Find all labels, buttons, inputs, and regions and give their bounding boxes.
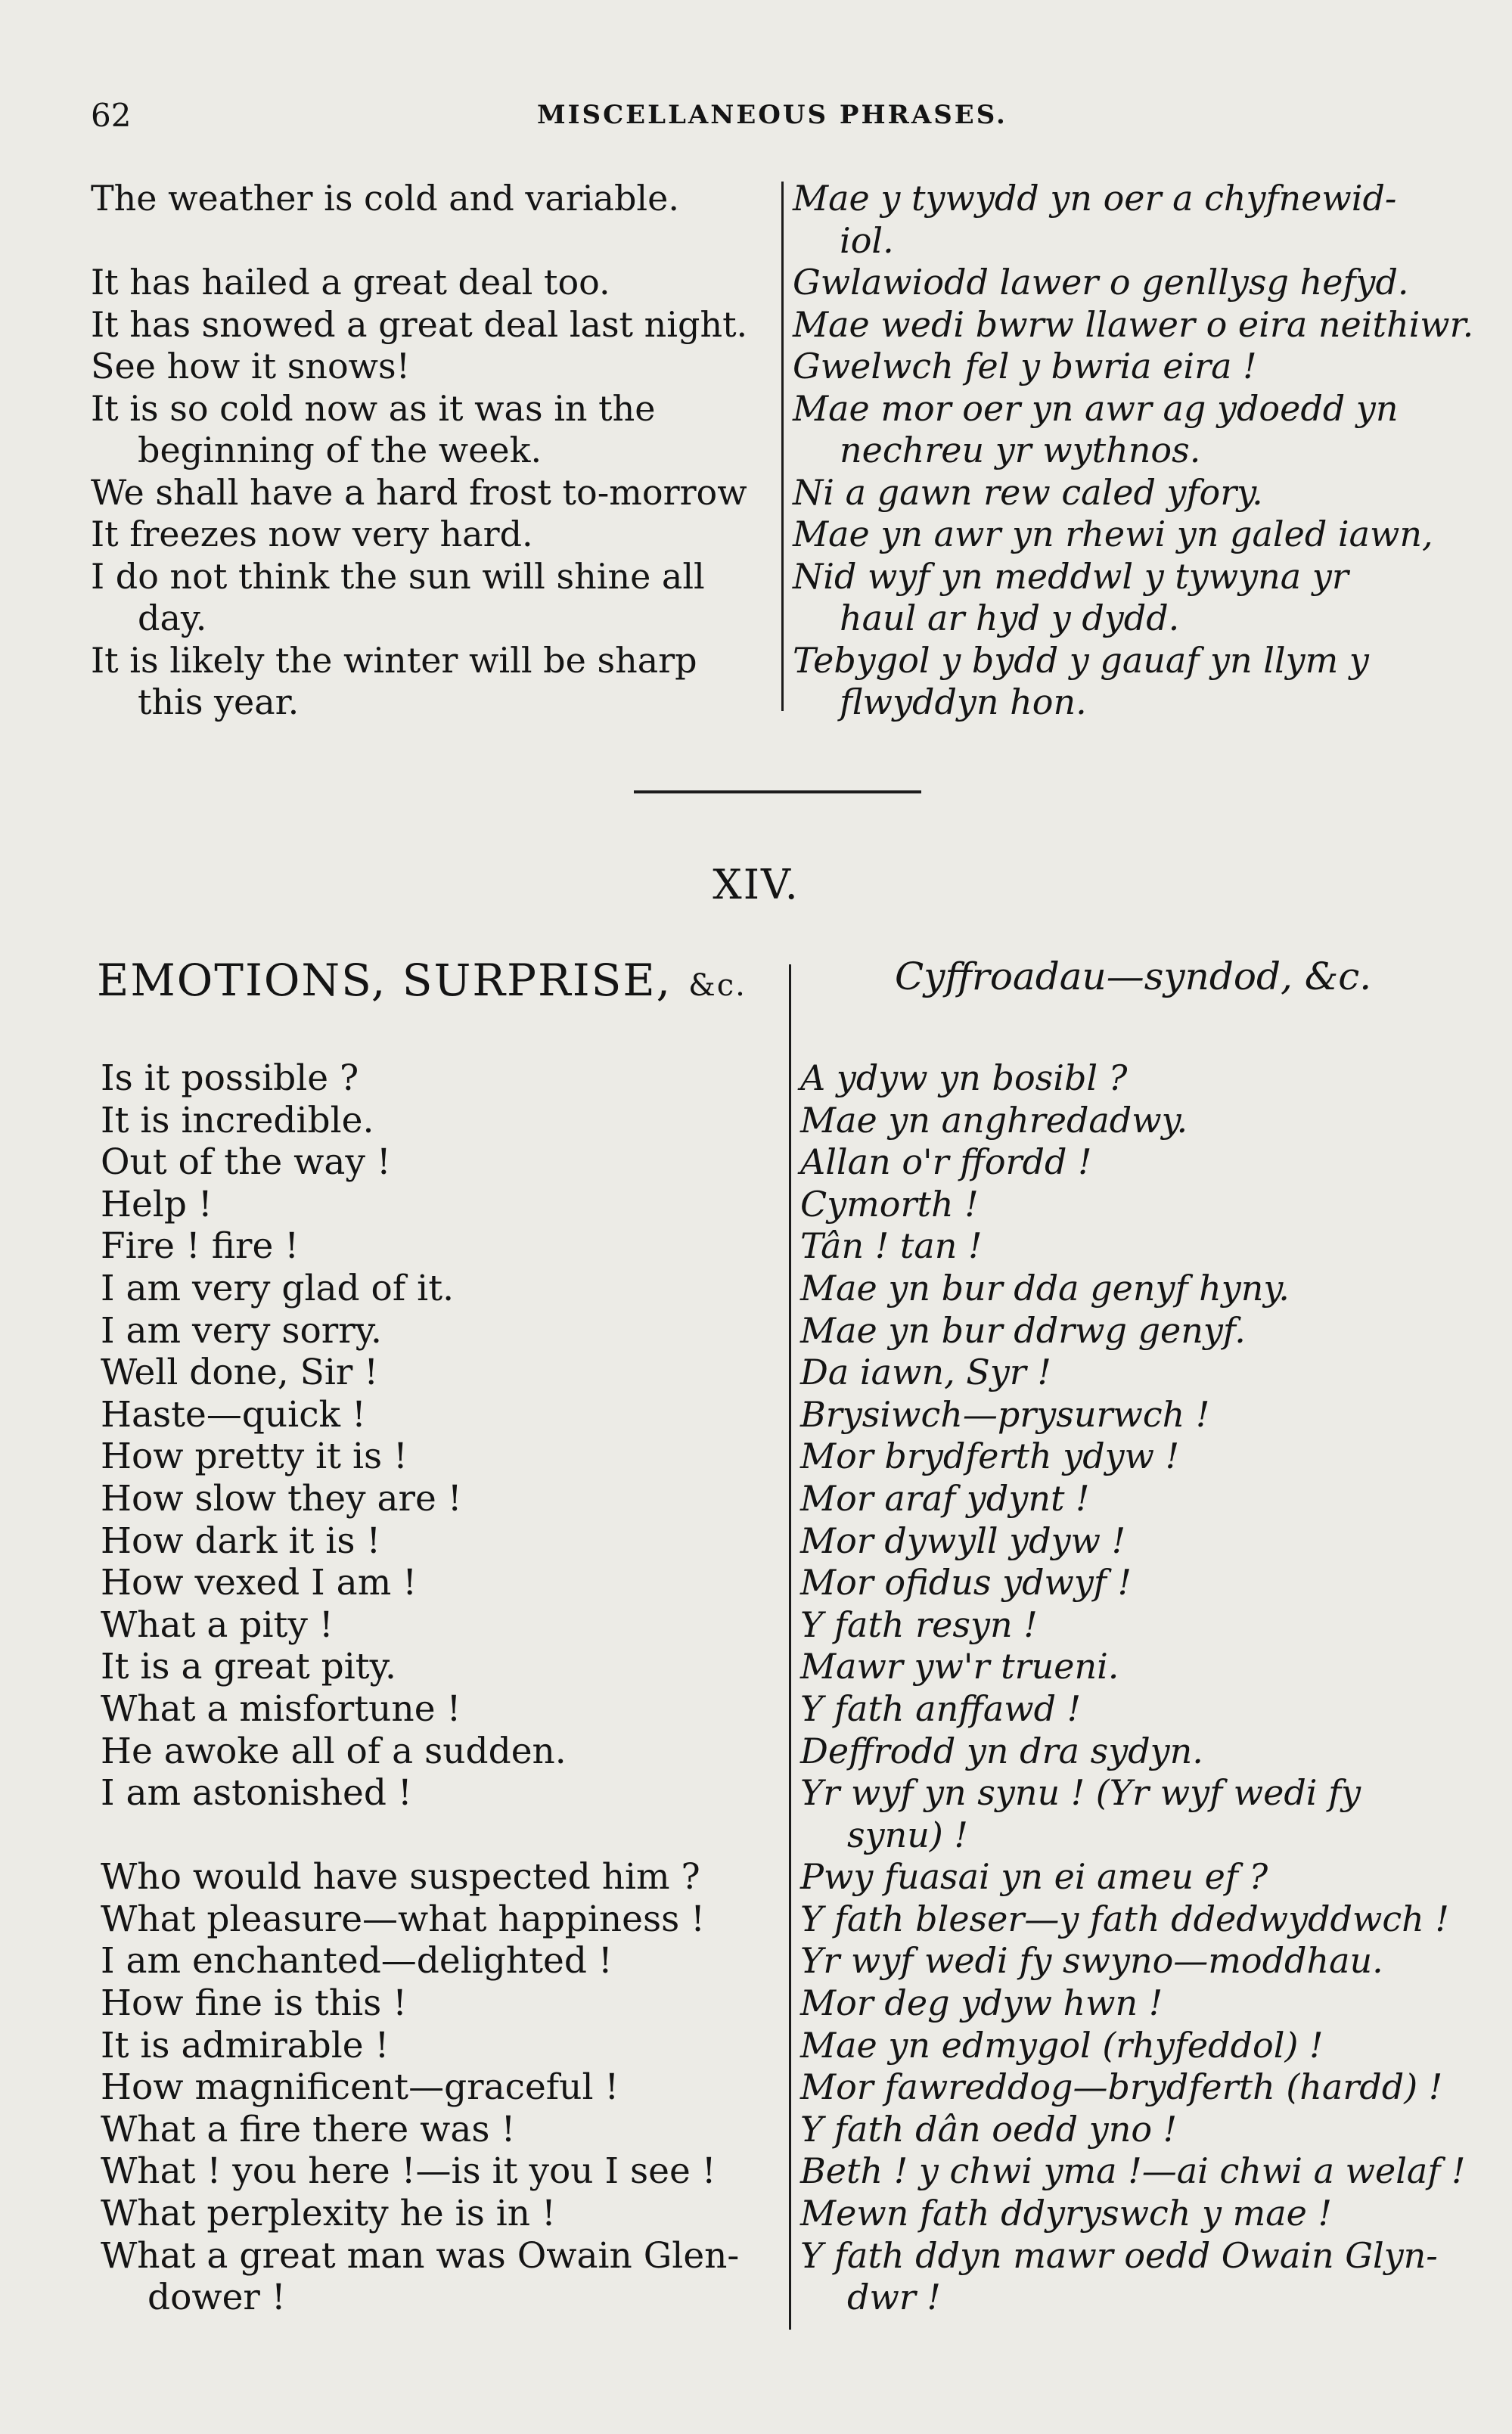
phrase-line-welsh: dwr ! — [847, 2277, 941, 2318]
phrase-line-english: How vexed I am ! — [101, 1562, 418, 1604]
phrase-line-welsh: nechreu yr wythnos. — [840, 430, 1201, 470]
phrase-line-welsh: Y fath ddyn mawr oedd Owain Glyn- — [800, 2234, 1438, 2276]
phrase-line-english: It is a great pity. — [101, 1646, 396, 1688]
phrase-line-welsh: Mae yn awr yn rhewi yn galed iawn, — [793, 514, 1433, 554]
phrase-line-welsh: Cymorth ! — [800, 1183, 979, 1225]
phrase-line-english: I am very sorry. — [101, 1309, 382, 1352]
phrase-line-welsh: Mae yn bur dda genyf hyny. — [800, 1267, 1290, 1309]
section-heading-welsh: Cyffroadau—syndod, &c. — [895, 955, 1372, 998]
phrase-line-welsh: Ni a gawn rew caled yfory. — [793, 471, 1263, 513]
phrase-line-english: It is likely the winter will be sharp — [91, 639, 697, 681]
phrase-line-welsh: synu) ! — [847, 1814, 968, 1855]
phrase-line-english: What a great man was Owain Glen- — [101, 2234, 740, 2277]
phrase-line-welsh: iol. — [840, 219, 894, 261]
phrase-line-welsh: Y fath anffawd ! — [800, 1687, 1082, 1729]
phrase-line-english: How magnificent—graceful ! — [101, 2066, 619, 2109]
phrase-line-english: What a pity ! — [101, 1604, 334, 1646]
phrase-line-english: What pleasure—what happiness ! — [101, 1898, 706, 1940]
phrase-line-english: I am enchanted—delighted ! — [101, 1940, 613, 1982]
phrase-line-welsh: Mor fawreddog—brydferth (hardd) ! — [800, 2066, 1443, 2108]
page-number: 62 — [91, 97, 132, 134]
phrase-line-welsh: Mor brydferth ydyw ! — [800, 1436, 1180, 1477]
phrase-line-welsh: Yr wyf yn synu ! (Yr wyf wedi fy — [800, 1772, 1361, 1814]
section-rule — [634, 790, 921, 793]
phrase-line-welsh: Mor araf ydynt ! — [800, 1477, 1090, 1519]
phrase-line-english: It is so cold now as it was in the — [91, 387, 656, 429]
phrase-line-english: See how it snows! — [91, 346, 411, 387]
weather-phrases-english — [91, 178, 772, 724]
phrase-line-english: Is it possible ? — [101, 1057, 359, 1099]
phrase-line-welsh: Da iawn, Syr ! — [800, 1352, 1051, 1393]
weather-phrases-welsh — [793, 178, 1473, 724]
phrase-line-english: It freezes now very hard. — [91, 514, 533, 555]
phrase-line-welsh: flwyddyn hon. — [840, 681, 1087, 722]
phrase-line-welsh: Tân ! tan ! — [800, 1225, 983, 1267]
phrase-line-welsh: Gwlawiodd lawer o genllysg hefyd. — [793, 262, 1409, 303]
phrase-line-english: What perplexity he is in ! — [101, 2193, 556, 2235]
running-title: MISCELLANEOUS PHRASES. — [537, 100, 1007, 130]
phrase-line-welsh: Y fath resyn ! — [800, 1604, 1038, 1645]
phrase-line-welsh: Mae yn edmygol (rhyfeddol) ! — [800, 2024, 1324, 2066]
phrase-line-english: How fine is this ! — [101, 1982, 408, 2025]
phrase-line-welsh: Allan o'r ffordd ! — [800, 1141, 1092, 1183]
phrase-line-english: dower ! — [147, 2277, 286, 2319]
phrase-line-welsh: Mae yn bur ddrwg genyf. — [800, 1309, 1246, 1351]
phrase-line-welsh: Mae y tywydd yn oer a chyfnewid- — [793, 178, 1397, 219]
blank-line — [91, 220, 772, 262]
phrase-line-welsh: Mawr yw'r trueni. — [800, 1646, 1119, 1687]
phrase-line-welsh: Mor deg ydyw hwn ! — [800, 1982, 1163, 2024]
phrase-line-english: It is incredible. — [101, 1099, 374, 1141]
phrase-line-english: How pretty it is ! — [101, 1436, 408, 1478]
phrase-line-welsh: Nid wyf yn meddwl y tywyna yr — [793, 555, 1349, 597]
phrase-line-english: Out of the way ! — [101, 1141, 391, 1184]
phrase-line-welsh: Yr wyf wedi fy swyno—moddhau. — [800, 1940, 1383, 1982]
section-number: XIV. — [713, 861, 799, 908]
phrase-line-english: He awoke all of a sudden. — [101, 1730, 567, 1772]
phrase-line-welsh: Mae wedi bwrw llawer o eira neithiwr. — [793, 303, 1474, 345]
phrase-line-welsh: A ydyw yn bosibl ? — [800, 1057, 1128, 1098]
phrase-line-english: It has hailed a great deal too. — [91, 262, 610, 303]
phrase-line-english: How dark it is ! — [101, 1520, 381, 1562]
phrase-line-welsh: Mae yn anghredadwy. — [800, 1099, 1188, 1141]
heading-english-text: EMOTIONS, SURPRISE, — [97, 955, 672, 1006]
blank-line — [101, 1815, 781, 1857]
phrase-line-welsh: Mewn fath ddyryswch y mae ! — [800, 2193, 1332, 2234]
phrase-line-welsh: Tebygol y bydd y gauaf yn llym y — [793, 639, 1369, 681]
phrase-line-english: Who would have suspected him ? — [101, 1856, 700, 1898]
phrase-line-english: I am very glad of it. — [101, 1267, 455, 1309]
phrase-line-english: How slow they are ! — [101, 1477, 462, 1520]
column-divider — [789, 964, 791, 2330]
phrase-line-welsh: haul ar hyd y dydd. — [840, 598, 1180, 638]
phrase-line-english: beginning of the week. — [138, 430, 542, 471]
phrase-line-welsh: Y fath bleser—y fath ddedwyddwch ! — [800, 1898, 1449, 1939]
phrase-line-welsh: Y fath dân oedd yno ! — [800, 2108, 1178, 2150]
phrase-line-english: It is admirable ! — [101, 2024, 390, 2066]
phrase-line-welsh: Brysiwch—prysurwch ! — [800, 1393, 1210, 1435]
phrase-line-english: The weather is cold and variable. — [91, 178, 679, 219]
phrase-line-welsh: Mae mor oer yn awr ag ydoedd yn — [793, 387, 1399, 429]
section-heading-english — [97, 955, 747, 1006]
heading-english-etc: &c. — [688, 968, 747, 1003]
emotion-phrases-welsh — [800, 1057, 1489, 2319]
phrase-line-english: Fire ! fire ! — [101, 1225, 300, 1268]
phrase-line-english: What a misfortune ! — [101, 1687, 461, 1730]
column-divider — [781, 182, 784, 711]
phrase-line-english: I do not think the sun will shine all — [91, 555, 705, 597]
phrase-line-welsh: Mor ofidus ydwyf ! — [800, 1562, 1132, 1604]
phrase-line-english: this year. — [138, 681, 300, 723]
phrase-line-welsh: Deffrodd yn dra sydyn. — [800, 1730, 1203, 1771]
phrase-line-english: What ! you here !—is it you I see ! — [101, 2150, 716, 2193]
phrase-line-welsh: Gwelwch fel y bwria eira ! — [793, 346, 1257, 387]
phrase-line-english: We shall have a hard frost to-morrow — [91, 471, 747, 513]
phrase-line-english: Haste—quick ! — [101, 1393, 366, 1436]
phrase-line-english: I am astonished ! — [101, 1772, 412, 1815]
phrase-line-welsh: Mor dywyll ydyw ! — [800, 1520, 1126, 1561]
phrase-line-english: Well done, Sir ! — [101, 1352, 379, 1394]
phrase-line-welsh: Pwy fuasai yn ei ameu ef ? — [800, 1856, 1268, 1898]
phrase-line-english: What a fire there was ! — [101, 2108, 516, 2150]
phrase-line-english: day. — [138, 598, 207, 639]
phrase-line-welsh: Beth ! y chwi yma !—ai chwi a welaf ! — [800, 2150, 1466, 2192]
page-header — [91, 97, 1437, 142]
phrase-line-english: Help ! — [101, 1183, 213, 1225]
emotion-phrases-english — [101, 1057, 781, 2319]
phrase-line-english: It has snowed a great deal last night. — [91, 303, 748, 345]
